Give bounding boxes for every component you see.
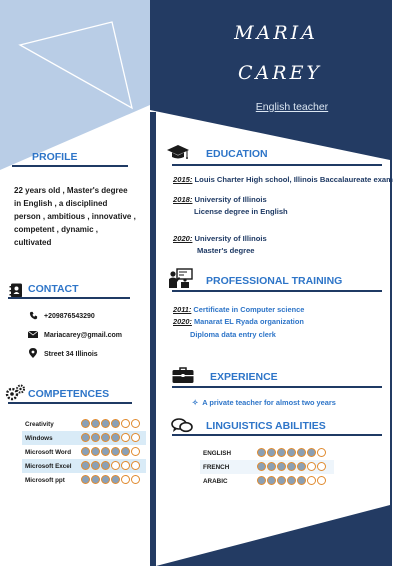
competence-label: Microsoft Word [25,448,72,456]
briefcase-icon [172,366,194,384]
rating-dot-empty [121,419,130,428]
language-row [200,474,334,488]
rating-dot-filled [287,476,296,485]
rating-dot-empty [111,461,120,470]
rating-dot-filled [267,476,276,485]
light-blue-corner-shape [0,0,150,170]
profile-underline [12,165,128,167]
rating-dot-filled [91,419,100,428]
training-item-1 [173,304,393,315]
envelope-icon [28,330,38,340]
last-name: CAREY [238,62,322,84]
training-heading: PROFESSIONAL TRAINING [206,275,343,287]
training-text-1: Certificate in Computer science [191,305,305,314]
rating-dot-filled [287,448,296,457]
competences-underline [8,402,132,404]
training-extra: Diploma data entry clerk [190,330,276,339]
rating-dot-filled [277,462,286,471]
rating-dot-empty [317,476,326,485]
vertical-divider [150,112,156,566]
competence-label: Microsoft Excel [25,462,72,470]
rating-dot-filled [111,475,120,484]
contact-underline [8,297,130,299]
rating-dot-filled [297,448,306,457]
rating-dot-filled [101,447,110,456]
rating-dot-filled [91,433,100,442]
contact-heading: CONTACT [28,283,79,295]
rating-dot-filled [91,461,100,470]
contact-phone-row [28,311,95,322]
rating-dot-empty [131,447,140,456]
training-year-1: 2011: [173,305,192,314]
training-underline [172,290,382,292]
contact-email-row [28,330,122,340]
rating-dot-filled [287,462,296,471]
rating-dot-filled [81,447,90,456]
rating-dot-filled [81,419,90,428]
experience-heading: EXPERIENCE [210,371,278,383]
rating-dot-filled [101,475,110,484]
rating-dot-empty [121,433,130,442]
rating-dot-empty [131,475,140,484]
experience-text: A private teacher for almost two years [202,398,336,407]
profile-text: 22 years old , Master's degree in English , a disciplined person , ambitious , innovative , competent , dynamic , cultivated [14,186,136,247]
rating-dot-empty [131,419,140,428]
job-title: English teacher [255,101,329,113]
rating-dot-filled [257,462,266,471]
graduation-cap-icon [167,143,189,163]
rating-dot-filled [101,419,110,428]
location-pin-icon [28,348,38,360]
languages-underline [172,434,382,436]
address-book-icon [8,282,24,298]
presentation-icon [168,268,194,290]
rating-dot-filled [297,462,306,471]
rating-dot-filled [257,448,266,457]
rating-dot-empty [121,461,130,470]
education-item-2 [173,194,383,218]
education-item-3 [173,233,383,257]
education-line1-3: University of Illinois [192,234,267,243]
education-year-1: 2015: [173,175,193,184]
rating-dot-empty [307,462,316,471]
training-item-2 [173,316,393,327]
education-line1-1: Louis Charter High school, Illinois Baccalaureate exam [192,175,393,184]
rating-dot-filled [297,476,306,485]
competence-rating [81,471,141,489]
experience-underline [172,386,382,388]
rating-dot-filled [111,419,120,428]
language-label: ARABIC [203,477,228,485]
education-underline [172,164,382,166]
gears-icon [5,384,27,402]
education-item-1 [173,174,393,186]
rating-dot-empty [307,476,316,485]
rating-dot-filled [91,447,100,456]
rating-dot-filled [101,461,110,470]
contact-phone[interactable]: +209876543290 [44,313,95,320]
education-year-2: 2018: [173,195,193,204]
rating-dot-filled [91,475,100,484]
first-name: MARIA [234,22,318,44]
rating-dot-filled [81,475,90,484]
rating-dot-filled [307,448,316,457]
language-label: ENGLISH [203,449,231,457]
experience-item [192,398,392,407]
profile-heading: PROFILE [32,151,78,163]
rating-dot-filled [111,447,120,456]
competence-label: Windows [25,434,53,442]
competences-list [22,417,146,487]
speech-bubbles-icon [171,418,193,434]
languages-list [200,446,334,488]
competences-heading: COMPETENCES [28,388,110,400]
rating-dot-empty [131,433,140,442]
competence-label: Creativity [25,420,54,428]
rating-dot-filled [277,476,286,485]
experience-bullet: ✧ [192,398,199,407]
education-line1-2: University of Illinois [192,195,267,204]
contact-address: Street 34 Illinois [44,350,98,358]
rating-dot-filled [101,433,110,442]
education-heading: EDUCATION [206,148,268,160]
training-year-2: 2020: [173,317,192,326]
rating-dot-filled [81,461,90,470]
education-line2-2: License degree in English [194,207,288,216]
right-border [390,0,392,566]
rating-dot-filled [111,433,120,442]
bottom-corner-shape [156,505,390,566]
languages-heading: LINGUISTICS ABILITIES [206,420,326,432]
rating-dot-empty [317,462,326,471]
rating-dot-empty [121,475,130,484]
language-rating [257,472,327,490]
education-line2-3: Master's degree [197,246,255,255]
rating-dot-empty [131,461,140,470]
contact-address-row [28,348,98,360]
contact-email[interactable]: Mariacarey@gmail.com [44,331,123,339]
education-year-3: 2020: [173,234,193,243]
phone-icon [28,311,38,322]
competence-label: Microsoft ppt [25,476,65,484]
rating-dot-filled [267,448,276,457]
competence-row [22,473,146,487]
rating-dot-filled [81,433,90,442]
rating-dot-empty [317,448,326,457]
rating-dot-filled [121,447,130,456]
rating-dot-filled [257,476,266,485]
rating-dot-filled [277,448,286,457]
language-label: FRENCH [203,463,230,471]
rating-dot-filled [267,462,276,471]
training-text-2: Manarat EL Ryada organization [191,317,304,326]
